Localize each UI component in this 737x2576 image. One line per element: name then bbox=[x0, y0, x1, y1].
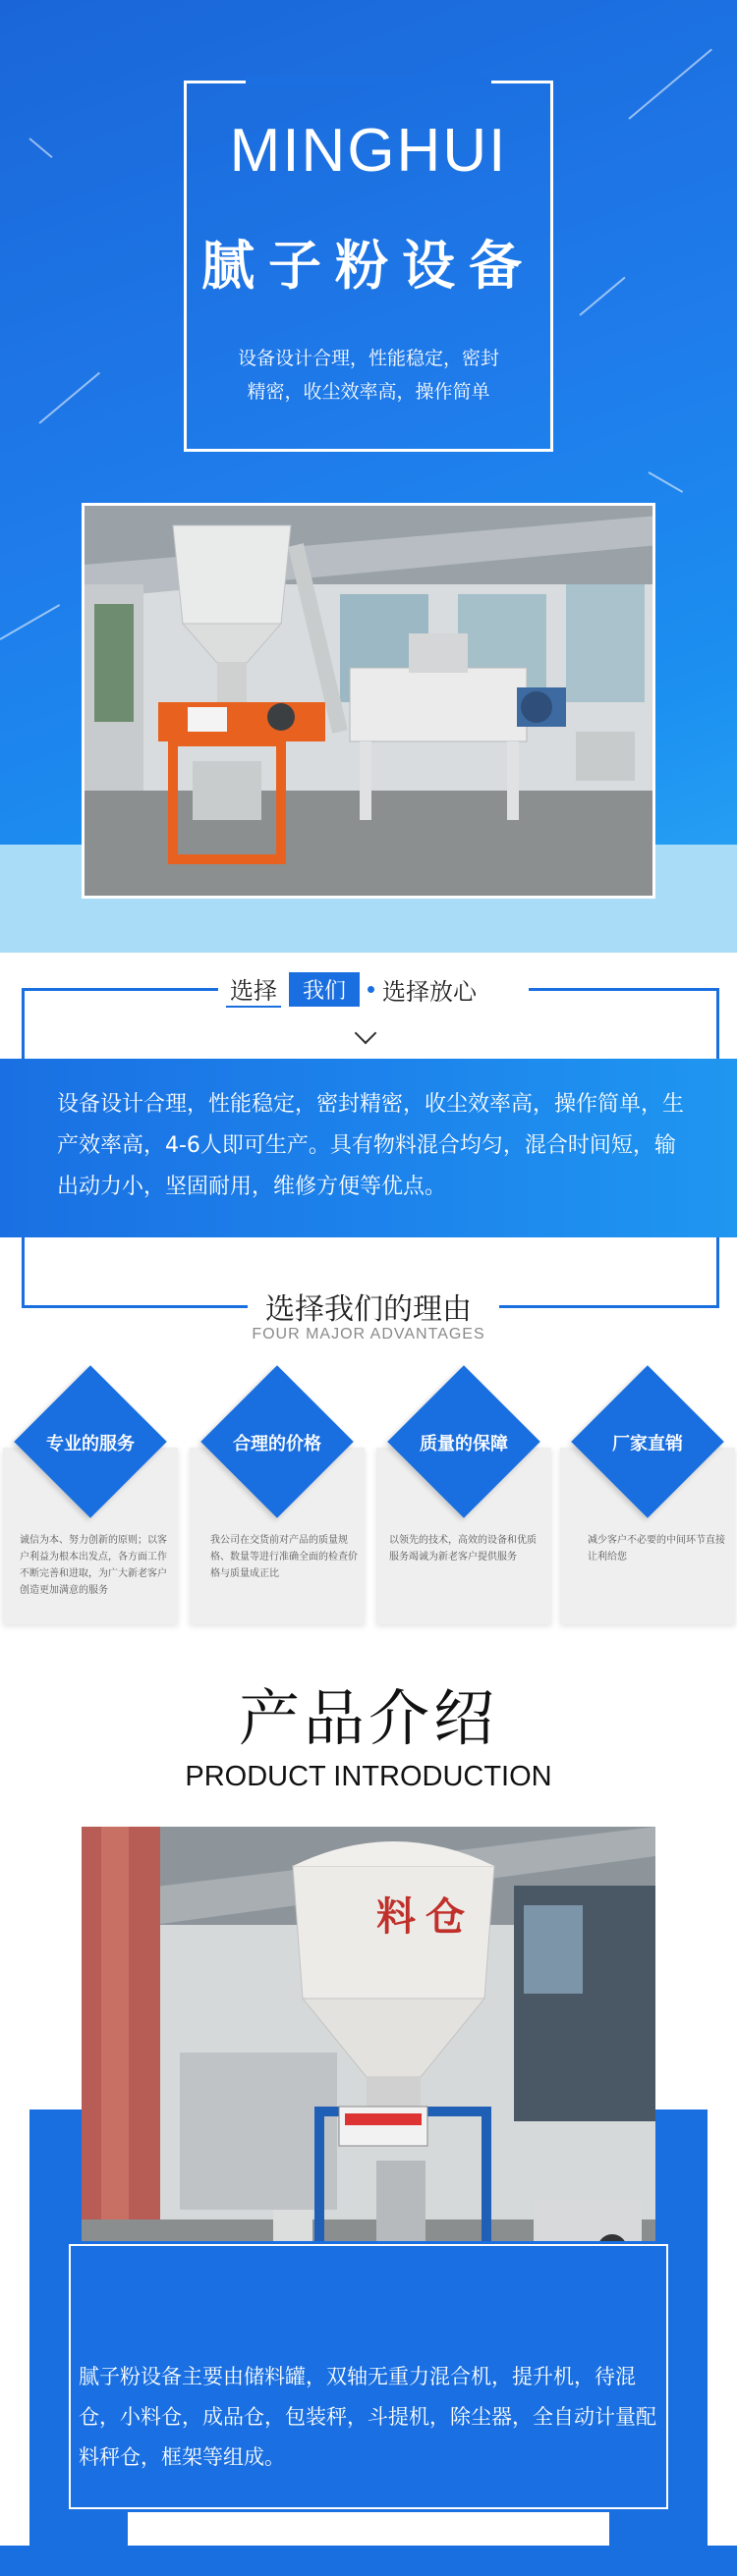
tank-label: 料仓 bbox=[376, 1894, 475, 1940]
reason-label: 质量的保障 bbox=[420, 1434, 508, 1454]
reason-description: 我公司在交货前对产品的质量规格、数量等进行准确全面的检查价格与质量成正比 bbox=[210, 1535, 358, 1579]
reason-description: 减少客户不必要的中间环节直接让利给您 bbox=[588, 1535, 725, 1562]
product-title: 产品介绍 bbox=[238, 1682, 498, 1754]
reason-description: 以领先的技术，高效的设备和优质服务竭诚为新老客户提供服务 bbox=[389, 1535, 537, 1562]
choose-tag-select: 选择 bbox=[226, 971, 281, 1008]
hero-subtitle bbox=[184, 342, 553, 409]
reason-description: 诚信为本、努力创新的原则；以客户利益为根本出发点，各方面工作不断完善和进取，为广大新老客户创造更加满意的服务 bbox=[20, 1535, 167, 1596]
hero-decoration bbox=[38, 372, 100, 424]
hero-decoration bbox=[0, 604, 60, 640]
choose-description: 设备设计合理，性能稳定，密封精密，收尘效率高，操作简单，生产效率高，4-6人即可生产。具有物料混合均匀，混合时间短，输出动力小，坚固耐用，维修方便等优点。 bbox=[57, 1092, 685, 1199]
hero-machine-photo bbox=[82, 503, 655, 899]
reason-label: 合理的价格 bbox=[233, 1434, 321, 1454]
hero-decoration bbox=[649, 471, 684, 493]
hero-subtitle-line: 设备设计合理，性能稳定，密封 bbox=[237, 348, 499, 369]
hero-frame-gap bbox=[246, 77, 491, 86]
hero-brand: MINGHUI bbox=[229, 117, 508, 185]
factory-photo-illustration bbox=[85, 506, 655, 899]
product-description: 腻子粉设备主要由储料罐，双轴无重力混合机，提升机，待混仓，小料仓，成品仓，包装秤，斗提机，除尘器，全自动计量配料秤仓，框架等组成。 bbox=[79, 2365, 656, 2469]
reasons-subtitle: FOUR MAJOR ADVANTAGES bbox=[252, 1326, 485, 1343]
hero-subtitle-line: 精密，收尘效率高，操作简单 bbox=[247, 381, 490, 403]
choose-heading bbox=[218, 972, 529, 1006]
reason-label: 厂家直销 bbox=[612, 1434, 683, 1454]
hero-title: 腻子粉设备 bbox=[201, 235, 536, 297]
bullet-dot-icon bbox=[368, 986, 374, 993]
choose-tag-us: 我们 bbox=[289, 972, 360, 1007]
choose-tag-reassure: 选择放心 bbox=[382, 977, 478, 1006]
reasons-title: 选择我们的理由 bbox=[265, 1292, 472, 1327]
product-subtitle: PRODUCT INTRODUCTION bbox=[185, 1761, 552, 1792]
product-bottom-band bbox=[0, 2546, 737, 2576]
reason-label: 专业的服务 bbox=[46, 1434, 135, 1454]
hero-decoration bbox=[628, 49, 712, 120]
